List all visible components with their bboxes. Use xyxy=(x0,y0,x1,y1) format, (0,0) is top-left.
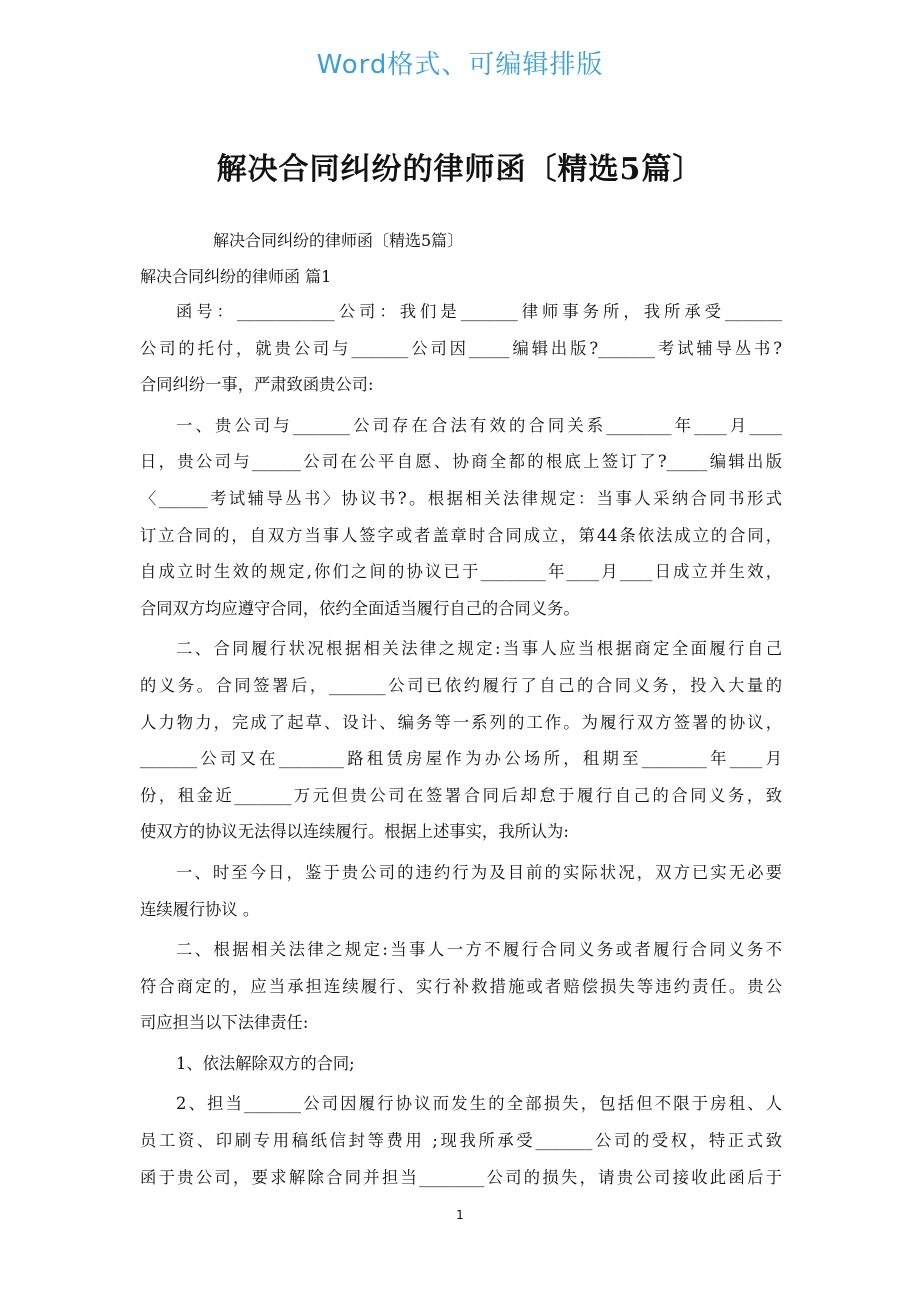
page-header: Word格式、可编辑排版 xyxy=(316,50,604,80)
text-line: 使双方的协议无法得以连续履行。根据上述事实，我所认为: xyxy=(140,822,569,842)
paragraph xyxy=(140,1086,782,1196)
text-line: 连续履行协议 。 xyxy=(140,899,260,919)
page-number: 1 xyxy=(456,1208,464,1222)
text-line: 函于贵公司，要求解除合同并担当________公司的损失，请贵公司接收此函后于 xyxy=(140,1167,782,1187)
text-line: 人力物力，完成了起草、设计、编务等一系列的工作。为履行双方签署的协议， xyxy=(140,712,782,732)
text-line: 员工资、印刷专用稿纸信封等费用 ;现我所承受_______公司的受权，特正式致 xyxy=(140,1131,782,1151)
paragraph xyxy=(140,855,782,928)
text-line: 二、根据相关法律之规定:当事人一方不履行合同义务或者履行合同义务不 xyxy=(176,940,782,960)
text-line: 符合商定的，应当承担连续履行、实行补救措施或者赔偿损失等违约责任。贵公 xyxy=(140,976,782,996)
text-line: 二、合同履行状况根据相关法律之规定:当事人应当根据商定全面履行自己 xyxy=(176,639,782,659)
paragraph xyxy=(140,1046,782,1083)
section-heading: 解决合同纠纷的律师函 篇1 xyxy=(140,267,332,286)
text-line: 的义务。合同签署后，_______公司已依约履行了自己的合同义务，投入大量的 xyxy=(140,675,782,695)
paragraph xyxy=(140,408,782,628)
text-line: 份，租金近_______万元但贵公司在签署合同后却怠于履行自己的合同义务，致 xyxy=(140,785,782,805)
text-line: 2、担当_______公司因履行协议而发生的全部损失，包括但不限于房租、人 xyxy=(176,1094,782,1114)
document-subtitle: 解决合同纠纷的律师函〔精选5篇〕 xyxy=(213,231,464,250)
text-line: 公司的托付，就贵公司与_______公司因_____编辑出版?_______考试辅导丛书? xyxy=(140,338,782,358)
text-line: 一、贵公司与_______公司存在合法有效的合同关系________年____月____ xyxy=(176,415,782,435)
text-line: 合同纠纷一事，严肃致函贵公司: xyxy=(140,375,374,395)
text-line: 订立合同的，自双方当事人签字或者盖章时合同成立，第44条依法成立的合同， xyxy=(140,525,782,545)
text-line: 日，贵公司与______公司在公平自愿、协商全都的根底上签订了?_____编辑出版 xyxy=(140,452,782,472)
paragraph xyxy=(140,631,782,851)
text-line: 一、时至今日，鉴于贵公司的违约行为及目前的实际状况，双方已实无必要 xyxy=(176,862,782,882)
paragraph xyxy=(140,932,782,1042)
document-body xyxy=(140,294,782,1196)
text-line: 合同双方均应遵守合同，依约全面适当履行自己的合同义务。 xyxy=(140,598,580,618)
text-line: _______公司又在________路租赁房屋作为办公场所，租期至________年____月 xyxy=(140,749,782,769)
document-title: 解决合同纠纷的律师函〔精选5篇〕 xyxy=(216,152,704,187)
text-line: 司应担当以下法律责任: xyxy=(140,1013,309,1033)
text-line: 〈______考试辅导丛书〉协议书?。根据相关法律规定：当事人采纳合同书形式 xyxy=(140,488,782,508)
text-line: 函号：____________公司：我们是_______律师事务所，我所承受_______ xyxy=(176,302,782,321)
text-line: 1、依法解除双方的合同; xyxy=(176,1053,355,1073)
text-line: 自成立时生效的规定,你们之间的协议已于________年____月____日成立并生效， xyxy=(140,562,782,582)
paragraph xyxy=(140,294,782,404)
